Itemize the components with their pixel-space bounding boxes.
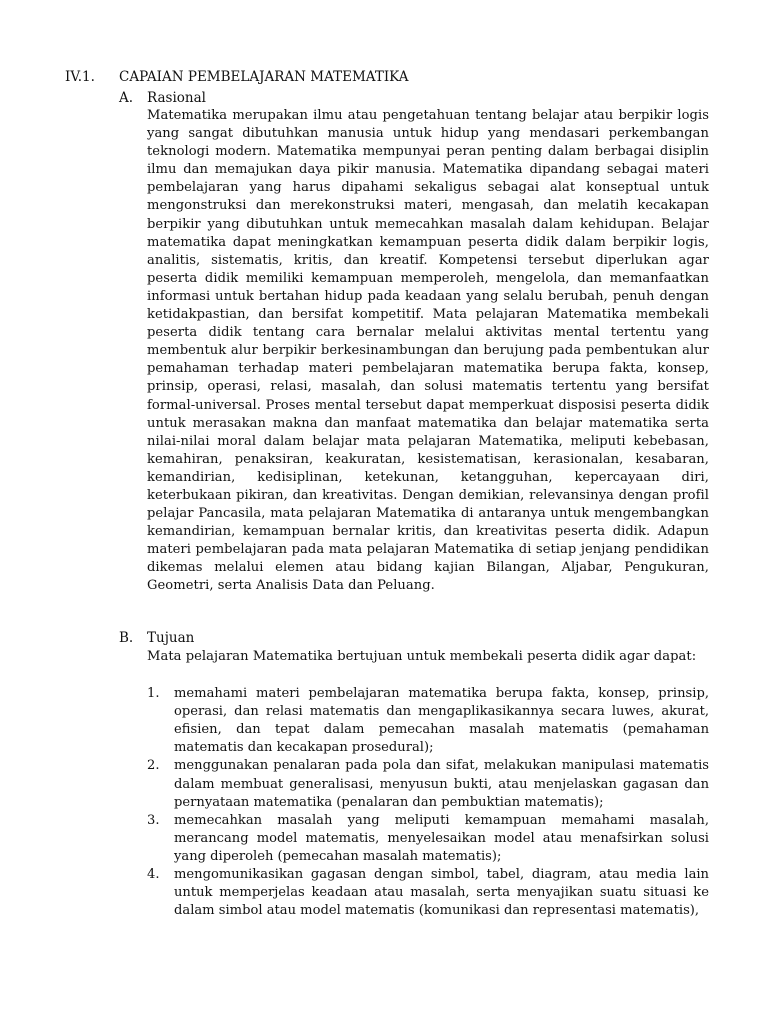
- list-item-number: 4.: [147, 867, 160, 883]
- subsection-title: Tujuan: [147, 630, 195, 646]
- subsection-title: Rasional: [147, 90, 206, 106]
- list-item-text: menggunakan penalaran pada pola dan sifat, melakukan manipulasi matematis dalam membuat generalisasi, menyusun bukti, atau menjelaskan gagasan dan pernyataan matematika (penalaran dan pembuktian matematis);: [174, 758, 709, 810]
- list-item-number: 3.: [147, 812, 160, 828]
- rasional-paragraph: Matematika merupakan ilmu atau pengetahuan tentang belajar atau berpikir logis yang sangat dibutuhkan manusia untuk hidup yang mendasari perkembangan teknologi modern. Matematika mempunyai peran penting dalam berbagai disiplin ilmu dan memajukan daya pikir manusia. Matematika dipandang sebagai materi pembelajaran yang harus dipahami sekaligus sebagai alat konseptual untuk mengonstruksi dan merekonstruksi materi, mengasah, dan melatih kecakapan berpikir yang dibutuhkan untuk memecahkan masalah dalam kehidupan. Belajar matematika dapat meningkatkan kemampuan peserta didik dalam berpikir logis, analitis, sistematis, kritis, dan kreatif. Kompetensi tersebut diperlukan agar peserta didik memiliki kemampuan memperoleh, mengelola, dan memanfaatkan informasi untuk bertahan hidup pada keadaan yang selalu berubah, penuh dengan ketidakpastian, dan bersifat kompetitif. Mata pelajaran Matematika membekali peserta didik tentang cara bernalar melalui aktivitas mental tertentu yang membentuk alur berpikir berkesinambungan dan berujung pada pembentukan alur pemahaman terhadap materi pembelajaran matematika berupa fakta, konsep, prinsip, operasi, relasi, masalah, dan solusi matematis tertentu yang bersifat formal-universal. Proses mental tersebut dapat memperkuat disposisi peserta didik untuk merasakan makna dan manfaat matematika dan belajar matematika serta nilai-nilai moral dalam belajar mata pelajaran Matematika, meliputi kebebasan, kemahiran, penaksiran, keakuratan, kesistematisan, kerasionalan, kesabaran, kemandirian, kedisiplinan, ketekunan, ketangguhan, kepercayaan diri, keterbukaan pikiran, dan kreativitas. Dengan demikian, relevansinya dengan profil pelajar Pancasila, mata pelajaran Matematika di antaranya untuk mengembangkan kemandirian, kemampuan bernalar kritis, dan kreativitas peserta didik. Adapun materi pembelajaran pada mata pelajaran Matematika di setiap jenjang pendidikan dikemas melalui elemen atau bidang kajian Bilangan, Aljabar, Pengukuran, Geometri, serta Analisis Data dan Peluang.: [147, 108, 709, 594]
- list-item-number: 1.: [147, 686, 160, 701]
- section-number: IV.1.: [65, 69, 95, 85]
- list-item: [147, 685, 709, 757]
- subsection-letter: A.: [119, 90, 134, 106]
- subsection-letter: B.: [119, 630, 134, 646]
- section-heading: [0, 67, 768, 87]
- tujuan-intro: Mata pelajaran Matematika bertujuan untuk membekali peserta didik agar dapat:: [147, 649, 697, 664]
- list-item-text: memahami materi pembelajaran matematika berupa fakta, konsep, prinsip, operasi, dan relasi matematis dan mengaplikasikannya secara luwes, akurat, efisien, dan tepat dalam pemecahan masalah matematis (pemahaman matematis dan kecakapan prosedural);: [174, 686, 709, 756]
- subsection-rasional-heading: [0, 88, 768, 108]
- list-item: [147, 757, 709, 811]
- list-item-text: mengomunikasikan gagasan dengan simbol, tabel, diagram, atau media lain untuk memperjelas keadaan atau masalah, serta menyajikan suatu situasi ke dalam simbol atau model matematis (komunikasi dan representasi matematis),: [174, 867, 709, 919]
- section-title: CAPAIAN PEMBELAJARAN MATEMATIKA: [119, 69, 409, 85]
- list-item: [147, 812, 709, 866]
- subsection-tujuan-heading: [0, 628, 768, 648]
- list-item-number: 2.: [147, 758, 160, 774]
- tujuan-list: [147, 685, 709, 921]
- list-item-text: memecahkan masalah yang meliputi kemampuan memahami masalah, merancang model matematis, menyelesaikan model atau menafsirkan solusi yang diperoleh (pemecahan masalah matematis);: [174, 812, 709, 865]
- list-item: [147, 866, 709, 920]
